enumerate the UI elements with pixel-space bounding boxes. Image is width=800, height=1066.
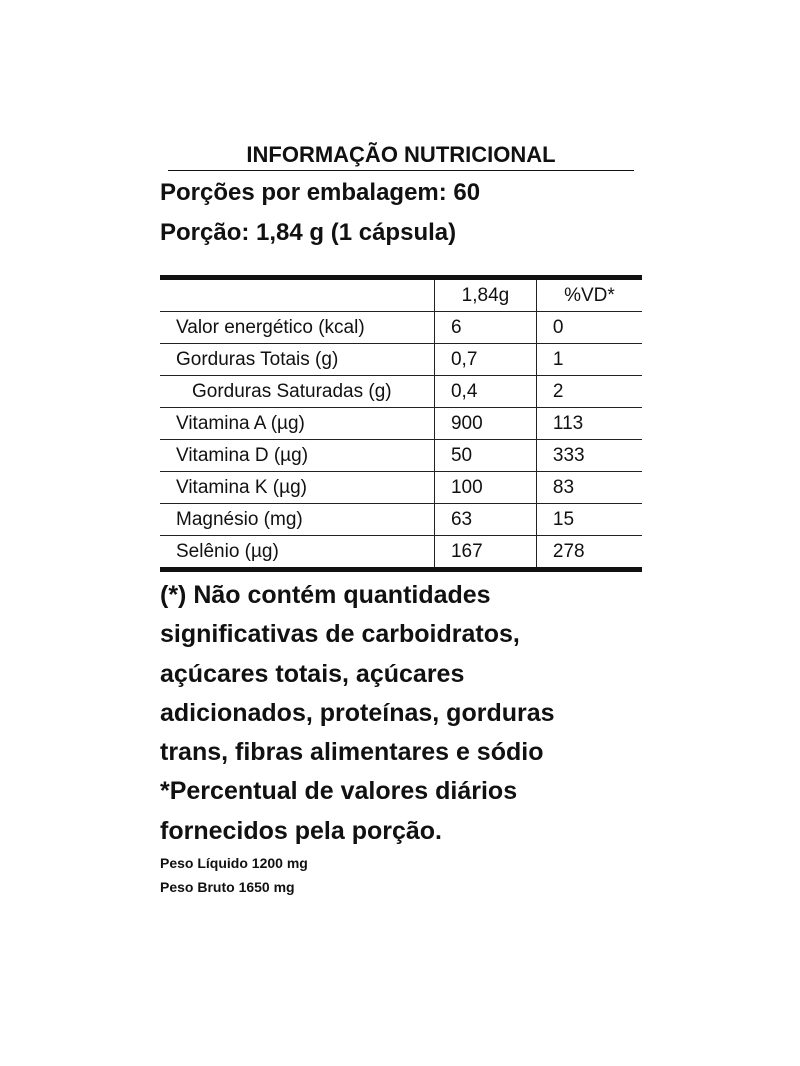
table-row — [160, 440, 642, 472]
footnote-line: (*) Não contém quantidades — [160, 581, 491, 609]
nutrient-name: Magnésio (mg) — [160, 504, 434, 536]
nutrient-name: Gorduras Saturadas (g) — [160, 376, 434, 408]
nutrient-name: Valor energético (kcal) — [160, 312, 434, 344]
footnote-line: *Percentual de valores diários — [160, 777, 518, 806]
nutrient-amount: 6 — [434, 312, 536, 344]
serving-size: Porção: 1,84 g (1 cápsula) — [160, 219, 457, 246]
nutrient-amount: 900 — [434, 408, 536, 440]
footnote-line: fornecidos pela porção. — [160, 816, 443, 845]
table-row — [160, 504, 642, 536]
footnote-line: açúcares totais, açúcares — [160, 659, 465, 688]
nutrient-dv: 1 — [536, 344, 642, 376]
table-row — [160, 344, 642, 376]
nutrient-amount: 63 — [434, 504, 536, 536]
table-row — [160, 408, 642, 440]
nutrient-dv: 15 — [536, 504, 642, 536]
table-row — [160, 536, 642, 570]
nutrient-dv: 2 — [536, 376, 642, 408]
nutrition-table — [160, 275, 642, 572]
nutrient-dv: 113 — [536, 408, 642, 440]
nutrient-amount: 167 — [434, 536, 536, 570]
nutrient-name: Vitamina D (µg) — [160, 440, 434, 472]
gross-weight: Peso Bruto 1650 mg — [160, 879, 295, 896]
net-weight: Peso Líquido 1200 mg — [160, 855, 308, 872]
nutrient-amount: 0,4 — [434, 376, 536, 408]
nutrient-dv: 278 — [536, 536, 642, 570]
label-title: INFORMAÇÃO NUTRICIONAL — [168, 140, 634, 171]
nutrient-amount: 100 — [434, 472, 536, 504]
table-header-row — [160, 278, 642, 312]
nutrient-amount: 0,7 — [434, 344, 536, 376]
footnote-line: adicionados, proteínas, gorduras — [160, 698, 555, 727]
table-row — [160, 376, 642, 408]
footnote-line: trans, fibras alimentares e sódio — [160, 738, 544, 767]
nutrient-name: Vitamina K (µg) — [160, 472, 434, 504]
nutrient-name: Vitamina A (µg) — [160, 408, 434, 440]
nutrient-name: Gorduras Totais (g) — [160, 344, 434, 376]
footnote-line: significativas de carboidratos, — [160, 620, 520, 649]
nutrition-label — [160, 140, 642, 899]
footnote — [160, 576, 642, 851]
header-daily-value: %VD* — [536, 278, 642, 312]
nutrient-amount: 50 — [434, 440, 536, 472]
servings-per-package: Porções por embalagem: 60 — [160, 179, 481, 206]
table-row — [160, 472, 642, 504]
header-nutrient — [160, 278, 434, 312]
table-row — [160, 312, 642, 344]
nutrient-dv: 333 — [536, 440, 642, 472]
nutrient-dv: 0 — [536, 312, 642, 344]
header-amount: 1,84g — [434, 278, 536, 312]
nutrient-dv: 83 — [536, 472, 642, 504]
nutrient-name: Selênio (µg) — [160, 536, 434, 570]
